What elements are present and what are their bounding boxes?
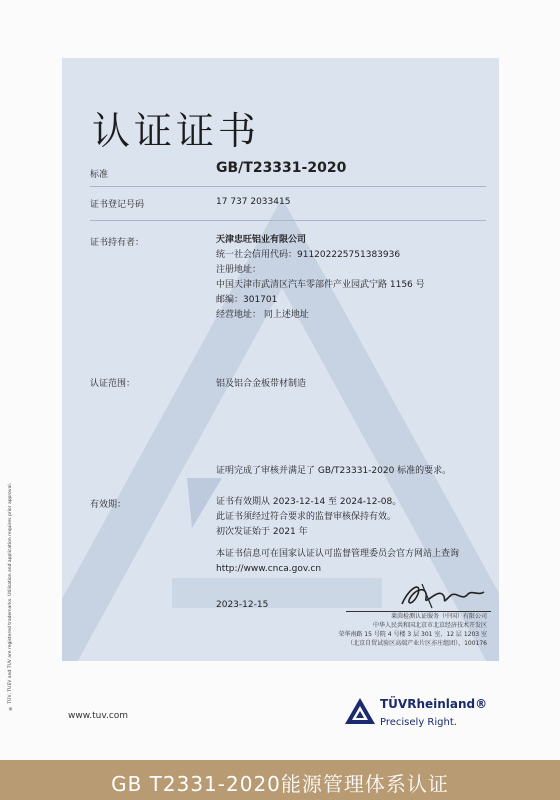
holder-line: 天津忠旺铝业有限公司 (216, 235, 307, 245)
website-link[interactable]: www.tuv.com (68, 711, 129, 721)
signature-icon (392, 580, 492, 612)
logo-name: TÜVRheinland® (380, 697, 488, 711)
validity-label: 有效期： (90, 500, 127, 510)
issue-date: 2023-12-15 (216, 600, 269, 610)
footer-bar (0, 760, 560, 800)
tuv-logo (344, 693, 494, 737)
holder-line: 注册地址： (216, 265, 262, 275)
validity-line: 初次发证始于 2021 年 (216, 527, 308, 537)
validity-line: 此证书须经过符合要求的监督审核保持有效。 (216, 512, 397, 522)
holder-line: 经营地址： 同上述地址 (216, 310, 309, 320)
validity-line: 证书有效期从 2023-12-14 至 2024-12-08。 (216, 497, 402, 507)
issuer-line: 荣华南路 15 号院 4 号楼 3 层 301 室、12 层 1203 室 (338, 631, 487, 638)
issuer-block (338, 612, 487, 648)
scope-label: 认证范围： (90, 379, 136, 389)
holder-line: 统一社会信用代码：911202225751383936 (216, 250, 401, 260)
scope-value: 铝及铝合金板带材制造 (216, 379, 307, 389)
issuer-line: 中华人民共和国北京市北京经济技术开发区 (372, 622, 487, 629)
divider (90, 220, 486, 221)
reg-number-label: 证书登记号码 (90, 200, 145, 210)
reg-number-value: 17 737 2033415 (216, 197, 291, 207)
holder-line: 中国天津市武清区汽车零部件产业园武宁路 1156 号 (216, 280, 425, 290)
footer-title: GB T2331-2020能源管理体系认证 (111, 772, 449, 796)
issuer-line: 莱茵检测认证服务（中国）有限公司 (390, 613, 487, 620)
tuv-triangle-icon (344, 697, 376, 725)
holder-line: 邮编：301701 (216, 295, 278, 305)
conformity-statement: 证明完成了审核并满足了 GB/T23331-2020 标准的要求。 (216, 466, 452, 476)
info-url: http://www.cnca.gov.cn (216, 564, 322, 574)
holder-block (216, 233, 425, 323)
trademark-note: ® TÜV, TUEV and TUV are registered trademarks. Utilisation and application requires prior approval. (8, 482, 13, 710)
issuer-line: （北京自贸试验区高端产业片区亦庄组团），100176 (347, 640, 487, 647)
validity-block (216, 495, 401, 540)
info-line: 本证书信息可在国家认证认可监督管理委员会官方网站上查询 (216, 549, 460, 559)
holder-label: 证书持有者： (90, 238, 145, 248)
info-block (216, 547, 459, 577)
standard-label: 标准 (90, 170, 109, 180)
logo-slogan: Precisely Right. (380, 717, 457, 728)
certificate-title: 认证证书 (92, 109, 261, 153)
divider (90, 186, 486, 187)
standard-value: GB/T23331-2020 (216, 160, 347, 176)
